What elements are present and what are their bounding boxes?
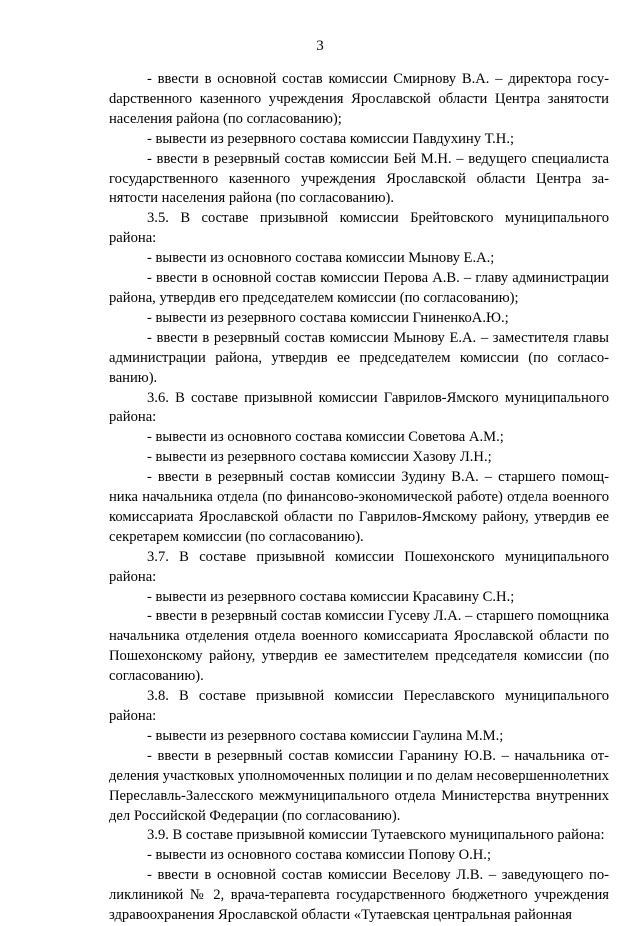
section-heading: 3.7. В составе призывной комиссии Пошехонского муниципального района: — [109, 548, 609, 585]
paragraph: - вывести из основного состава комиссии Мынову Е.А.; — [147, 250, 495, 267]
paragraph: - вывести из резервного состава комиссии Хазову Л.Н.; — [147, 449, 492, 466]
paragraph: - ввести в резервный состав комиссии Бей М.Н. – ведущего специалиста государственного казенного учреждения Ярославской области Центра занятости населения района (по согласованию). — [109, 150, 609, 207]
page-number: 3 — [316, 38, 324, 54]
paragraph: - вывести из основного состава комиссии Попову О.Н.; — [147, 847, 492, 864]
paragraph: - ввести в резервный состав комиссии Мынову Е.А. – заместителя главы администрации района, утвердив ее председателем комиссии (по согласованию). — [109, 329, 609, 386]
paragraph: - ввести в резервный состав комиссии Зудину В.А. – старшего помощника начальника отдела (по финансово-экономической работе) отдела военного комиссариата Ярославской области по Гаврилов-Ямскому району, утвердив ее секретарем комиссии (по согласованию). — [109, 469, 609, 545]
paragraph: - ввести в резервный состав комиссии Гаранину Ю.В. – начальника отделения участковых уполномоченных полиции и по делам несовершеннолетних Переславль-Залесского межмуниципального отдела Министерства внутренних дел Российской Федерации (по согласованию). — [109, 747, 609, 824]
section-heading: 3.8. В составе призывной комиссии Переславского муниципального района: — [109, 688, 609, 724]
section-heading: 3.9. В составе призывной комиссии Тутаевского муниципального района: — [147, 827, 605, 844]
paragraph: - ввести в резервный состав комиссии Гусеву Л.А. – старшего помощника начальника отделения отдела военного комиссариата Ярославской области по Пошехонскому району, утвердив ее заместителем председателя комиссии (по согласованию). — [109, 608, 609, 685]
paragraph: - вывести из резервного состава комиссии Красавину С.Н.; — [147, 588, 515, 605]
section-heading: 3.5. В составе призывной комиссии Брейтовского муниципального района: — [109, 210, 609, 247]
document-body — [109, 70, 609, 926]
paragraph: - вывести из основного состава комиссии Советова А.М.; — [147, 429, 504, 446]
paragraph: - вывести из резервного состава комиссии Павдухину Т.Н.; — [147, 130, 515, 147]
paragraph: - вывести из резервного состава комиссии ГниненкоА.Ю.; — [147, 309, 509, 326]
paragraph: - ввести в основной состав комиссии Веселову Л.В. – заведующего поликлиникой № 2, врача-терапевта государственного бюджетного учреждения здравоохранения Ярославской области «Тутаевская центральная районная — [109, 867, 609, 924]
paragraph: - ввести в основной состав комиссии Смирнову В.А. – директора госуdарственного казенного учреждения Ярославской области Центра занятости населения района (по согласованию); — [109, 71, 609, 127]
paragraph: - вывести из резервного состава комиссии Гаулина М.М.; — [147, 727, 504, 744]
section-heading: 3.6. В составе призывной комиссии Гаврилов-Ямского муниципального района: — [109, 389, 609, 426]
paragraph: - ввести в основной состав комиссии Перова А.В. – главу администрации района, утвердив его председателем комиссии (по согласованию); — [109, 270, 609, 306]
